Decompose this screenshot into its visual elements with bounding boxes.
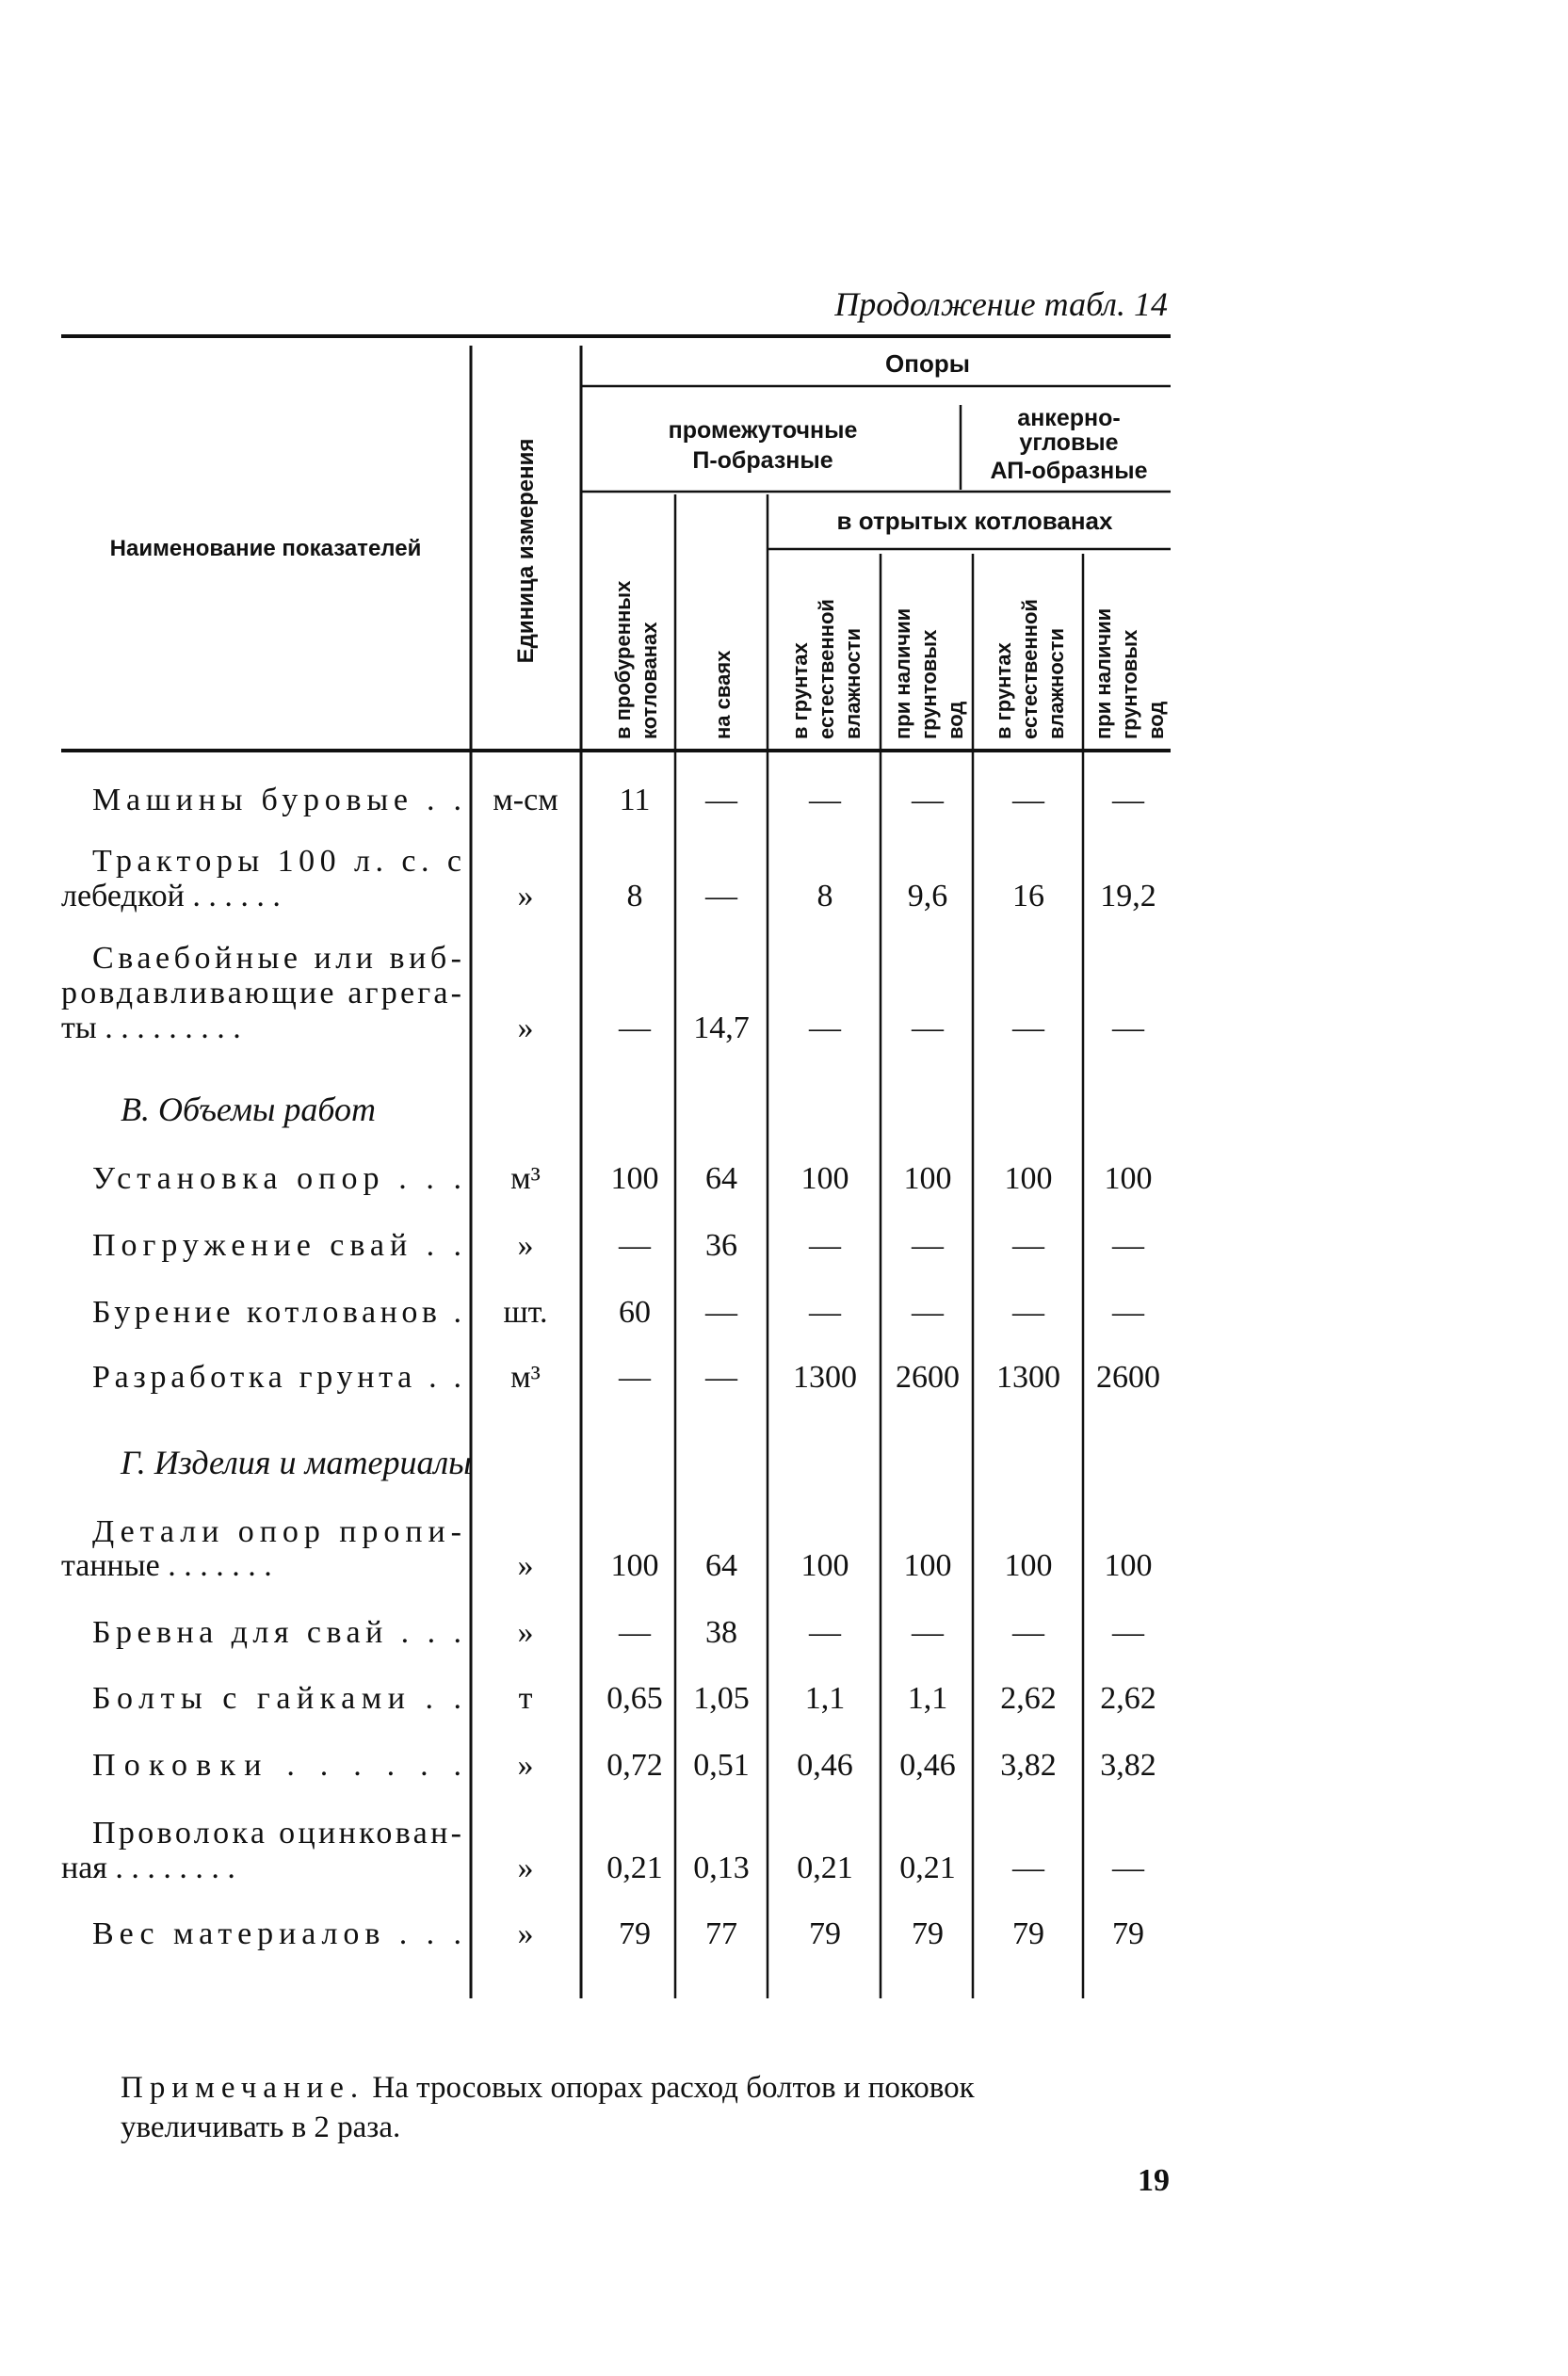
row-name: Бурение котлованов . [92, 1295, 461, 1330]
table-cell: 1300 [793, 1360, 857, 1395]
table-cell: — [912, 1228, 944, 1263]
table-cell: 14,7 [693, 1010, 750, 1045]
table-cell: 3,82 [1000, 1748, 1057, 1783]
table-cell: 77 [705, 1916, 737, 1951]
table-cell: — [1112, 1010, 1144, 1045]
table-cell: 0,46 [899, 1748, 956, 1783]
table-cell: — [1012, 1851, 1044, 1885]
table-cell: — [1112, 1851, 1144, 1885]
row-unit: м³ [510, 1161, 541, 1196]
row-unit: м-см [493, 783, 558, 817]
header-subcol-5-line-2: естественной [1018, 599, 1042, 739]
table-cell: 0,21 [797, 1851, 853, 1885]
table-cell: — [705, 1360, 737, 1395]
table-cell: 9,6 [907, 879, 948, 913]
note-lead: Примечание. [121, 2071, 365, 2105]
table-cell: — [619, 1360, 651, 1395]
row-unit: » [517, 1548, 534, 1583]
table-cell: 0,46 [797, 1748, 853, 1783]
header-subcol-6-line-2: грунтовых [1118, 629, 1141, 739]
header-subcol-2-line-1: на сваях [711, 650, 735, 739]
row-unit: » [517, 879, 534, 913]
table-cell: — [1112, 1228, 1144, 1263]
table-cell: 60 [619, 1295, 651, 1330]
table-cell: 64 [705, 1161, 737, 1196]
row-name: Тракторы 100 л. с. с [92, 844, 462, 879]
table-cell: — [1012, 783, 1044, 817]
row-name: Погружение свай . . [92, 1228, 461, 1263]
header-subcol-4-line-3: вод [944, 701, 967, 739]
table-cell: — [619, 1010, 651, 1045]
header-open-pits: в отрытых котлованах [836, 507, 1113, 535]
row-name: Болты с гайками . . [92, 1681, 461, 1716]
table-cell: 8 [626, 879, 643, 913]
header-subcol-4-line-1: при наличии [891, 607, 914, 739]
table-cell: 0,51 [693, 1748, 750, 1783]
table-cell: 79 [1112, 1916, 1144, 1951]
table-cell: 100 [1004, 1161, 1053, 1196]
row-name: Детали опор пропи- [92, 1514, 461, 1549]
row-unit: » [517, 1615, 534, 1650]
header-subcol-5-line-1: в грунтах [992, 642, 1015, 739]
table-cell: 100 [903, 1548, 952, 1583]
header-subcol-3-line-3: влажности [841, 627, 865, 739]
row-name: Разработка грунта . . [92, 1360, 461, 1395]
table-cell: 16 [1012, 879, 1044, 913]
table-cell: — [809, 1228, 841, 1263]
table-cell: 38 [705, 1615, 737, 1650]
row-name: ровдавливающие агрега- [61, 976, 461, 1010]
header-subcol-1-line-1: в пробуренных [611, 580, 635, 739]
row-unit: » [517, 1851, 534, 1885]
table-cell: 100 [1004, 1548, 1053, 1583]
row-name: Проволока оцинкован- [92, 1816, 461, 1851]
table-cell: 100 [903, 1161, 952, 1196]
table-cell: 0,65 [606, 1681, 663, 1716]
table-cell: — [912, 1010, 944, 1045]
header-subcol-5-line-3: влажности [1044, 627, 1068, 739]
table-cell: 8 [816, 879, 833, 913]
table-cell: — [705, 1295, 737, 1330]
row-unit: » [517, 1010, 534, 1045]
table-cell: — [809, 1295, 841, 1330]
table-cell: — [1012, 1615, 1044, 1650]
table-cell: 11 [619, 783, 651, 817]
table-cell: 0,21 [606, 1851, 663, 1885]
table-cell: — [705, 783, 737, 817]
table-cell: 1300 [996, 1360, 1060, 1395]
table-note [121, 2068, 1171, 2147]
table-cell: — [809, 1010, 841, 1045]
table-cell: 100 [800, 1161, 849, 1196]
table-cell: — [809, 783, 841, 817]
table-cell: — [1112, 1295, 1144, 1330]
row-name: Вес материалов . . . [92, 1916, 461, 1951]
table-cell: — [705, 879, 737, 913]
table-cell: 3,82 [1100, 1748, 1156, 1783]
row-name: Машины буровые . . [92, 783, 461, 817]
table-cell: — [1012, 1228, 1044, 1263]
note-line-1: На тросовых опорах расход болтов и поковок [372, 2071, 975, 2105]
row-unit: » [517, 1916, 534, 1951]
table-cell: — [809, 1615, 841, 1650]
header-intermediate-2: П-образные [692, 447, 833, 474]
header-unit-col: Единица измерения [513, 438, 539, 664]
header-subcol-3-line-2: естественной [815, 599, 838, 739]
table-cell: 2600 [1096, 1360, 1160, 1395]
table-cell: — [912, 1615, 944, 1650]
header-anchor-2: угловые [1019, 429, 1119, 456]
table-cell: 1,05 [693, 1681, 750, 1716]
header-intermediate-1: промежуточные [668, 417, 858, 444]
table-cell: 2600 [896, 1360, 960, 1395]
table-cell: 100 [610, 1161, 659, 1196]
row-name: Установка опор . . . [92, 1161, 461, 1196]
table-cell: — [619, 1228, 651, 1263]
header-subcol-6-line-1: при наличии [1091, 607, 1115, 739]
row-unit: т [518, 1681, 533, 1716]
table-cell: 79 [1012, 1916, 1044, 1951]
table-cell: 0,21 [899, 1851, 956, 1885]
table-cell: 100 [610, 1548, 659, 1583]
table-cell: 1,1 [907, 1681, 948, 1716]
row-unit: » [517, 1748, 534, 1783]
header-subcol-4-line-2: грунтовых [917, 629, 941, 739]
table-cell: 100 [1104, 1548, 1153, 1583]
table-cell: — [1012, 1295, 1044, 1330]
table-cell: 100 [800, 1548, 849, 1583]
header-subcol-6-line-3: вод [1144, 701, 1168, 739]
table-cell: — [1012, 1010, 1044, 1045]
table-cell: 64 [705, 1548, 737, 1583]
table-cell: — [1112, 1615, 1144, 1650]
row-name: Бревна для свай . . . [92, 1615, 462, 1650]
header-name-col: Наименование показателей [109, 536, 422, 561]
table-cell: 100 [1104, 1161, 1153, 1196]
table-cell: 36 [705, 1228, 737, 1263]
row-name: лебедкой . . . . . . [61, 879, 281, 913]
row-unit: м³ [510, 1360, 541, 1395]
table-cell: 79 [912, 1916, 944, 1951]
row-name: танные . . . . . . . [61, 1548, 272, 1583]
table-cell: 0,13 [693, 1851, 750, 1885]
table-cell: 2,62 [1100, 1681, 1156, 1716]
table-cell: 2,62 [1000, 1681, 1057, 1716]
row-name: ты . . . . . . . . . [61, 1010, 241, 1045]
table-cell: — [1112, 783, 1144, 817]
table-cell: 0,72 [606, 1748, 663, 1783]
row-name: Поковки . . . . . . [92, 1748, 461, 1783]
row-name: Сваебойные или виб- [92, 941, 461, 976]
row-unit: шт. [503, 1295, 548, 1330]
header-anchor-3: АП-образные [990, 458, 1148, 484]
section-heading: В. Объемы работ [121, 1091, 376, 1128]
table-cell: — [912, 1295, 944, 1330]
header-anchor-1: анкерно- [1017, 405, 1121, 431]
note-line-2: увеличивать в 2 раза. [121, 2110, 401, 2144]
table-cell: 79 [809, 1916, 841, 1951]
header-subcol-3-line-1: в грунтах [788, 642, 812, 739]
table-cell: 1,1 [804, 1681, 846, 1716]
section-heading: Г. Изделия и материалы [121, 1444, 472, 1481]
table-cell: 79 [619, 1916, 651, 1951]
page-number: 19 [1138, 2163, 1170, 2198]
header-subcol-1-line-2: котлованах [638, 622, 661, 739]
row-unit: » [517, 1228, 534, 1263]
header-opory: Опоры [885, 349, 970, 378]
row-name: ная . . . . . . . . [61, 1851, 235, 1885]
table-cell: — [912, 783, 944, 817]
table-cell: — [619, 1615, 651, 1650]
table-cell: 19,2 [1100, 879, 1156, 913]
table-caption: Продолжение табл. 14 [834, 285, 1168, 323]
